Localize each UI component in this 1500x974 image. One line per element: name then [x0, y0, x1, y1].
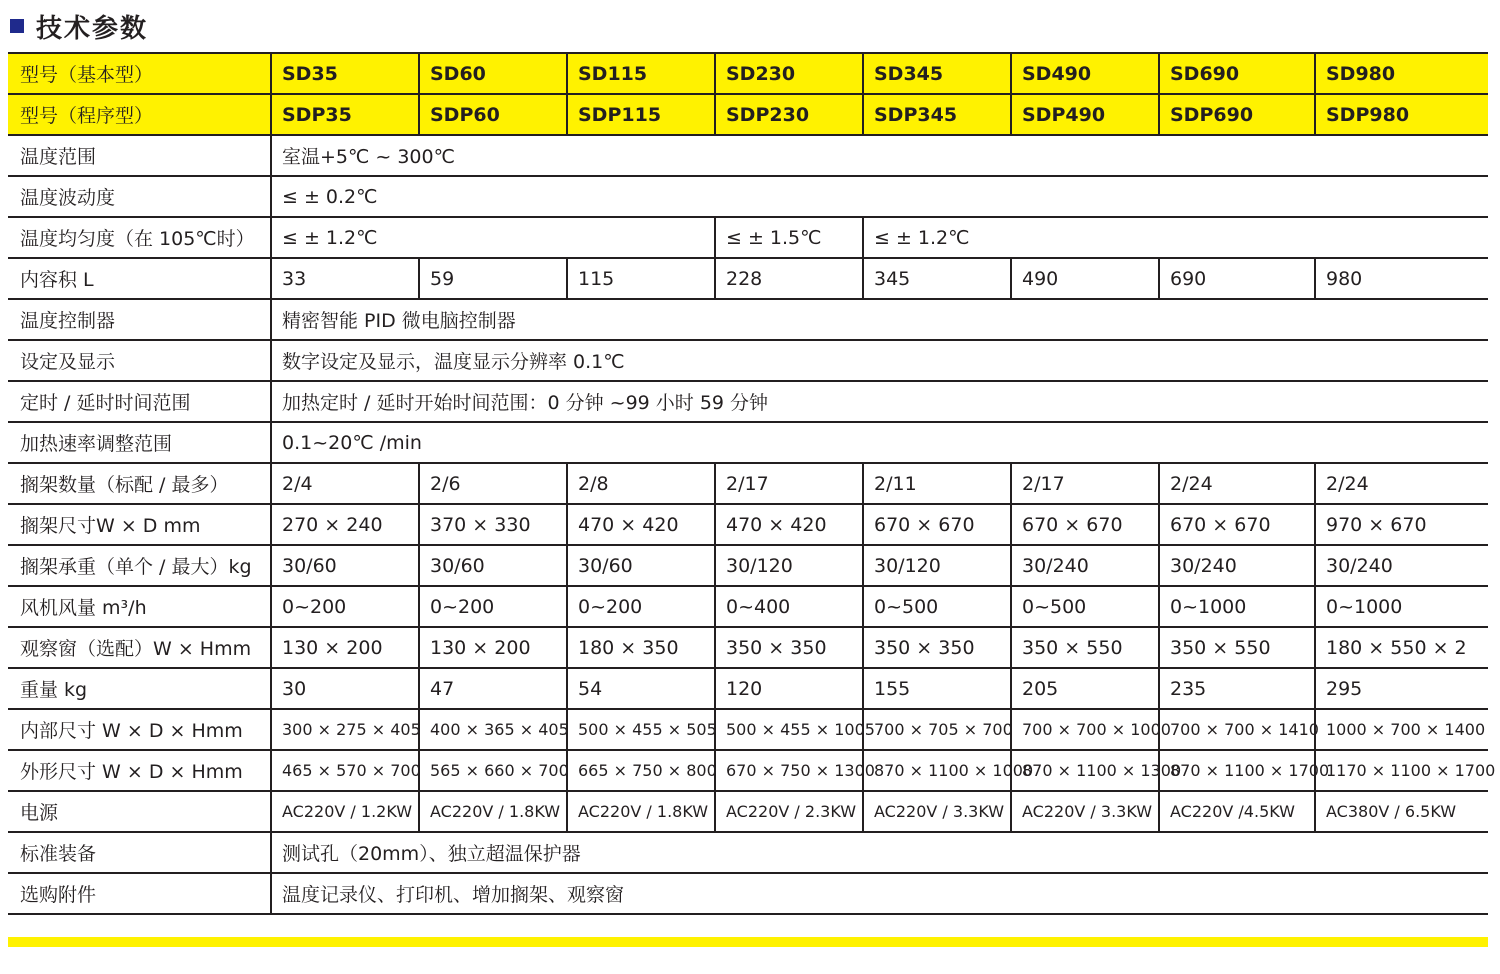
row-label: 搁架数量（标配 / 最多）	[8, 463, 271, 504]
value-cell: 130 × 200	[419, 627, 567, 668]
value-cell: 2/24	[1315, 463, 1488, 504]
value-cell: AC220V / 1.8KW	[567, 791, 715, 832]
value-cell: 205	[1011, 668, 1159, 709]
row-label: 加热速率调整范围	[8, 422, 271, 463]
value-cell: 700 × 700 × 1000	[1011, 709, 1159, 750]
model-cell: SD690	[1159, 53, 1315, 94]
model-cell: SDP980	[1315, 94, 1488, 135]
value-cell: 345	[863, 258, 1011, 299]
value-cell: 2/17	[1011, 463, 1159, 504]
section-title	[10, 8, 148, 44]
value-cell: ≤ ± 1.5℃	[715, 217, 863, 258]
value-cell: 130 × 200	[271, 627, 419, 668]
value-cell: 350 × 350	[863, 627, 1011, 668]
model-cell: SDP230	[715, 94, 863, 135]
row-label: 温度波动度	[8, 176, 271, 217]
value-cell: 0~500	[1011, 586, 1159, 627]
spec-table	[8, 52, 1496, 915]
value-cell: 2/17	[715, 463, 863, 504]
value-cell: 2/11	[863, 463, 1011, 504]
value-cell: 33	[271, 258, 419, 299]
table-row-shelf-count	[8, 463, 1488, 504]
value-cell: 1000 × 700 × 1400	[1315, 709, 1488, 750]
bottom-accent-bar	[8, 937, 1488, 947]
value-cell: 59	[419, 258, 567, 299]
value-cell: 670 × 670	[1159, 504, 1315, 545]
row-label: 型号（程序型）	[8, 94, 271, 135]
value-cell: 500 × 455 × 505	[567, 709, 715, 750]
value-cell: 加热定时 / 延时开始时间范围：0 分钟 ~99 小时 59 分钟	[271, 381, 1488, 422]
table-row-volume	[8, 258, 1488, 299]
model-cell: SD980	[1315, 53, 1488, 94]
value-cell: 0~1000	[1159, 586, 1315, 627]
value-cell: 235	[1159, 668, 1315, 709]
value-cell: 30/240	[1159, 545, 1315, 586]
table-row-inner-dim	[8, 709, 1488, 750]
table-row-program-model	[8, 94, 1488, 135]
row-label: 风机风量 m³/h	[8, 586, 271, 627]
value-cell: 精密智能 PID 微电脑控制器	[271, 299, 1488, 340]
model-cell: SD490	[1011, 53, 1159, 94]
row-label: 内部尺寸 W × D × Hmm	[8, 709, 271, 750]
value-cell: 2/6	[419, 463, 567, 504]
table-row-fan	[8, 586, 1488, 627]
value-cell: AC220V /4.5KW	[1159, 791, 1315, 832]
value-cell: 470 × 420	[567, 504, 715, 545]
value-cell: 0~200	[271, 586, 419, 627]
value-cell: 350 × 350	[715, 627, 863, 668]
value-cell: 670 × 670	[863, 504, 1011, 545]
row-label: 观察窗（选配）W × Hmm	[8, 627, 271, 668]
table-row-temp-uniformity	[8, 217, 1488, 258]
value-cell: 970 × 670	[1315, 504, 1488, 545]
value-cell: 228	[715, 258, 863, 299]
row-label: 定时 / 延时时间范围	[8, 381, 271, 422]
title-square-icon	[10, 19, 24, 33]
value-cell: 490	[1011, 258, 1159, 299]
table-row-temp-fluctuation	[8, 176, 1488, 217]
value-cell: 30/60	[271, 545, 419, 586]
row-label: 外形尺寸 W × D × Hmm	[8, 750, 271, 791]
value-cell: 350 × 550	[1159, 627, 1315, 668]
value-cell: 270 × 240	[271, 504, 419, 545]
value-cell: 700 × 705 × 700	[863, 709, 1011, 750]
model-cell: SDP60	[419, 94, 567, 135]
value-cell: 870 × 1100 × 1700	[1159, 750, 1315, 791]
value-cell: 0~500	[863, 586, 1011, 627]
row-label: 内容积 L	[8, 258, 271, 299]
row-label: 温度控制器	[8, 299, 271, 340]
value-cell: 0~400	[715, 586, 863, 627]
value-cell: AC220V / 3.3KW	[863, 791, 1011, 832]
value-cell: 670 × 670	[1011, 504, 1159, 545]
row-label: 电源	[8, 791, 271, 832]
value-cell: 180 × 350	[567, 627, 715, 668]
value-cell: AC220V / 3.3KW	[1011, 791, 1159, 832]
value-cell: 665 × 750 × 800	[567, 750, 715, 791]
row-label: 温度均匀度（在 105℃时）	[8, 217, 271, 258]
value-cell: 1170 × 1100 × 1700	[1315, 750, 1488, 791]
value-cell: 0~200	[567, 586, 715, 627]
model-cell: SD60	[419, 53, 567, 94]
value-cell: 30/240	[1315, 545, 1488, 586]
model-cell: SD230	[715, 53, 863, 94]
table-row-weight	[8, 668, 1488, 709]
value-cell: 465 × 570 × 700	[271, 750, 419, 791]
row-label: 温度范围	[8, 135, 271, 176]
value-cell: 300 × 275 × 405	[271, 709, 419, 750]
row-label: 重量 kg	[8, 668, 271, 709]
value-cell: 115	[567, 258, 715, 299]
value-cell: 测试孔（20mm）、独立超温保护器	[271, 832, 1488, 873]
model-cell: SDP690	[1159, 94, 1315, 135]
value-cell: 155	[863, 668, 1011, 709]
value-cell: 室温+5℃ ~ 300℃	[271, 135, 1488, 176]
row-label: 搁架尺寸W × D mm	[8, 504, 271, 545]
table-row-standard	[8, 832, 1488, 873]
value-cell: 470 × 420	[715, 504, 863, 545]
value-cell: AC220V / 1.8KW	[419, 791, 567, 832]
value-cell: 870 × 1100 × 1300	[1011, 750, 1159, 791]
table-row-shelf-size	[8, 504, 1488, 545]
value-cell: ≤ ± 1.2℃	[271, 217, 715, 258]
value-cell: 370 × 330	[419, 504, 567, 545]
row-label: 选购附件	[8, 873, 271, 914]
value-cell: 0~200	[419, 586, 567, 627]
value-cell: 数字设定及显示，温度显示分辨率 0.1℃	[271, 340, 1488, 381]
table-row-optional	[8, 873, 1488, 914]
table-row-display	[8, 340, 1488, 381]
value-cell: 400 × 365 × 405	[419, 709, 567, 750]
model-cell: SDP490	[1011, 94, 1159, 135]
row-label: 搁架承重（单个 / 最大）kg	[8, 545, 271, 586]
value-cell: 54	[567, 668, 715, 709]
table-row-temp-range	[8, 135, 1488, 176]
value-cell: 30/240	[1011, 545, 1159, 586]
value-cell: AC380V / 6.5KW	[1315, 791, 1488, 832]
model-cell: SD345	[863, 53, 1011, 94]
value-cell: 700 × 700 × 1410	[1159, 709, 1315, 750]
value-cell: 500 × 455 × 1005	[715, 709, 863, 750]
table-row-basic-model	[8, 53, 1488, 94]
row-label: 标准装备	[8, 832, 271, 873]
value-cell: ≤ ± 1.2℃	[863, 217, 1488, 258]
table-row-power	[8, 791, 1488, 832]
value-cell: 30	[271, 668, 419, 709]
model-cell: SD35	[271, 53, 419, 94]
value-cell: 2/4	[271, 463, 419, 504]
value-cell: 2/24	[1159, 463, 1315, 504]
table-row-outer-dim	[8, 750, 1488, 791]
value-cell: 温度记录仪、打印机、增加搁架、观察窗	[271, 873, 1488, 914]
value-cell: 690	[1159, 258, 1315, 299]
value-cell: 980	[1315, 258, 1488, 299]
table-row-controller	[8, 299, 1488, 340]
value-cell: AC220V / 1.2KW	[271, 791, 419, 832]
value-cell: 670 × 750 × 1300	[715, 750, 863, 791]
model-cell: SD115	[567, 53, 715, 94]
value-cell: 295	[1315, 668, 1488, 709]
value-cell: 2/8	[567, 463, 715, 504]
model-cell: SDP115	[567, 94, 715, 135]
section-title-text: 技术参数	[36, 13, 149, 44]
table-row-shelf-load	[8, 545, 1488, 586]
value-cell: 0~1000	[1315, 586, 1488, 627]
value-cell: 180 × 550 × 2	[1315, 627, 1488, 668]
value-cell: 30/60	[567, 545, 715, 586]
model-cell: SDP345	[863, 94, 1011, 135]
value-cell: 0.1~20℃ /min	[271, 422, 1488, 463]
table-row-timer	[8, 381, 1488, 422]
value-cell: 350 × 550	[1011, 627, 1159, 668]
value-cell: 120	[715, 668, 863, 709]
value-cell: ≤ ± 0.2℃	[271, 176, 1488, 217]
value-cell: 870 × 1100 × 1000	[863, 750, 1011, 791]
table-row-window	[8, 627, 1488, 668]
value-cell: 30/120	[863, 545, 1011, 586]
table-row-heat-rate	[8, 422, 1488, 463]
value-cell: 565 × 660 × 700	[419, 750, 567, 791]
value-cell: 30/60	[419, 545, 567, 586]
value-cell: AC220V / 2.3KW	[715, 791, 863, 832]
row-label: 型号（基本型）	[8, 53, 271, 94]
value-cell: 30/120	[715, 545, 863, 586]
model-cell: SDP35	[271, 94, 419, 135]
value-cell: 47	[419, 668, 567, 709]
row-label: 设定及显示	[8, 340, 271, 381]
